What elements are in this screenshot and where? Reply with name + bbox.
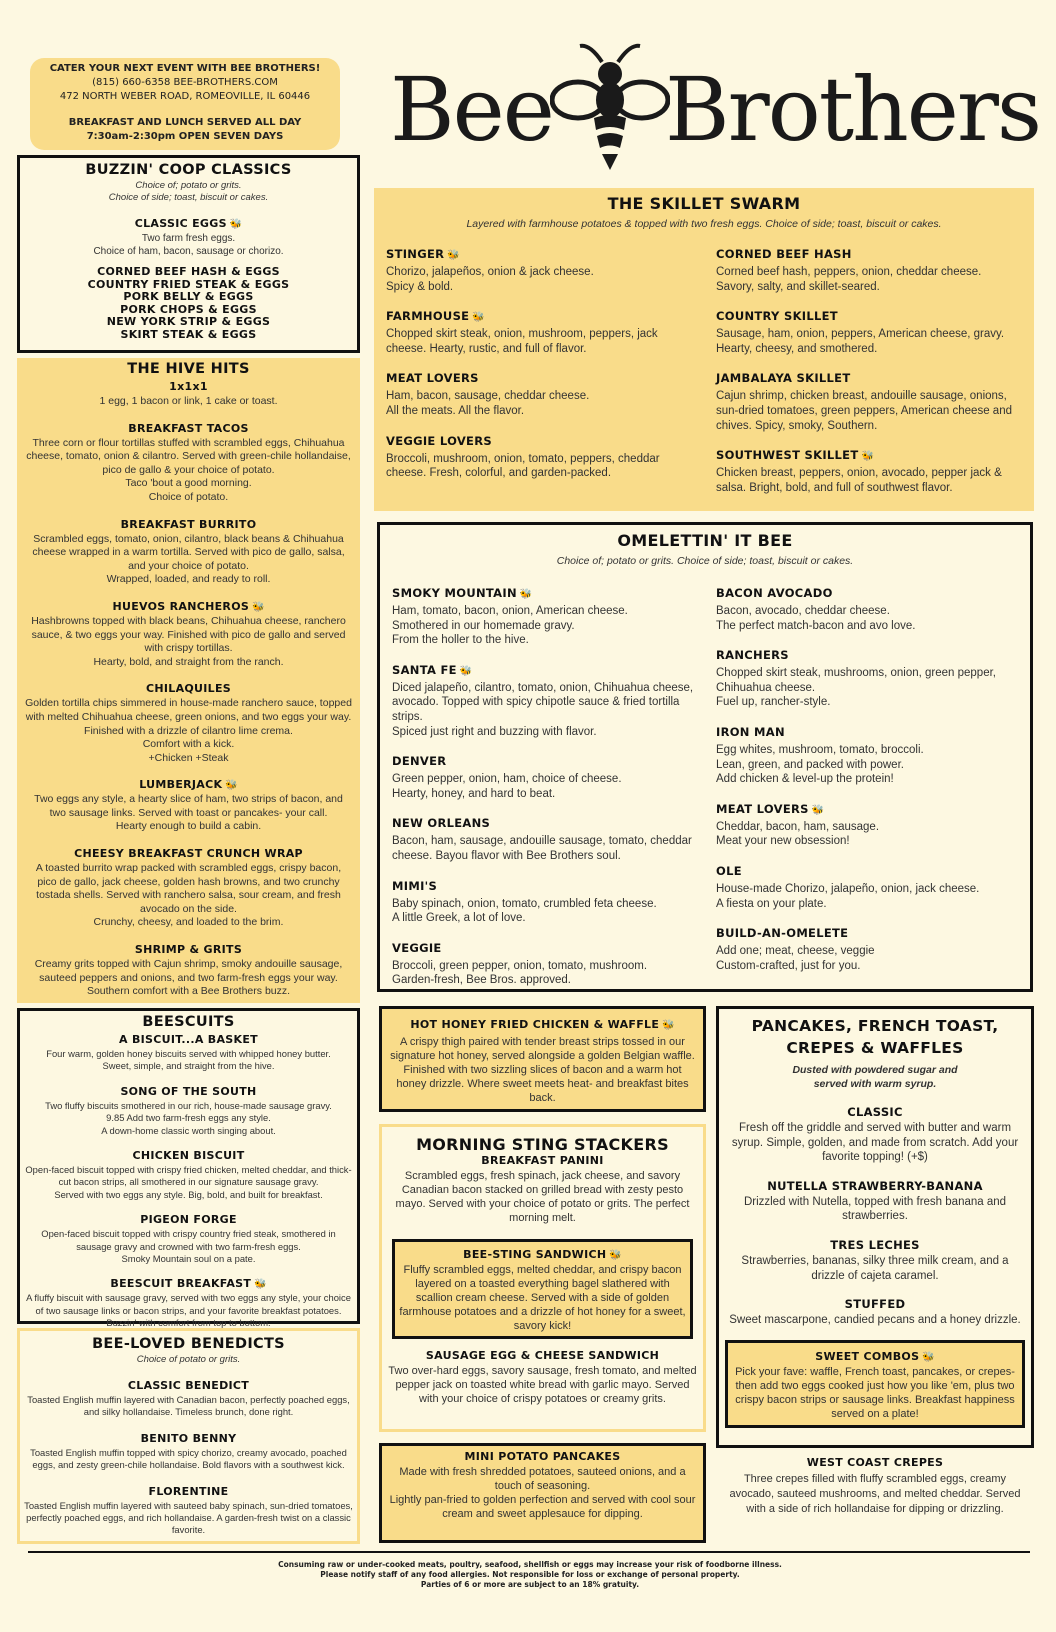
item-title-row — [725, 1177, 1025, 1195]
footer-divider — [28, 1551, 1030, 1553]
catering-badge — [30, 58, 340, 150]
skillet-left-item-desc: Chopped skirt steak, onion, mushroom, peppers, jack cheese. Hearty, rustic, and full of flavor. — [386, 328, 658, 355]
coop-list-item: COUNTRY FRIED STEAK & EGGS — [87, 277, 290, 291]
potato-pancakes-box — [379, 1443, 706, 1543]
bee-sting-desc: Fluffy scrambled eggs, melted cheddar, and crispy bacon layered on a toasted everything bagel slathered with scallion cream cheese. Served with a side of golden farmhouse potatoes and a drizzle of hot honey for a sweet, savory kick! — [399, 1264, 686, 1332]
beescuits-section — [17, 1008, 360, 1329]
item-title-row — [392, 814, 694, 832]
hive-item-desc: 1 egg, 1 bacon or link, 1 cake or toast. — [99, 395, 278, 407]
omelet-right-item-desc: Egg whites, mushroom, tomato, broccoli. Lean, green, and packed with power. Add chicken & level-up the protein! — [716, 743, 924, 786]
omelet-right-item-desc: Bacon, avocado, cheddar cheese. The perfect match-bacon and avo love. — [716, 605, 916, 632]
omelet-left-item-title: NEW ORLEANS — [392, 816, 491, 831]
bee-icon — [550, 40, 670, 180]
sausage-sandwich-desc: Two over-hard eggs, savory sausage, fresh tomato, and melted pepper jack on toasted white bread with garlic mayo. Served with your choice of crispy potatoes or creamy grits. — [388, 1365, 697, 1405]
item-title-row — [24, 1376, 353, 1394]
sweet-combos-title: SWEET COMBOS — [815, 1349, 920, 1363]
benedicts-sub: Choice of potato or grits. — [136, 1354, 241, 1365]
item-title-row — [386, 307, 692, 325]
omelet-right-item-desc: Add one; meat, cheese, veggie Custom-crafted, just for you. — [716, 945, 875, 972]
coop-list-item: PORK BELLY & EGGS — [123, 290, 254, 303]
omelet-right-item-title: OLE — [716, 863, 742, 878]
pancake-item-title: CLASSIC — [847, 1105, 903, 1119]
coop-sub2: Choice of side; toast, biscuit or cakes. — [108, 192, 269, 203]
sausage-sandwich-title: SAUSAGE EGG & CHEESE SANDWICH — [425, 1349, 660, 1362]
catering-address: 472 NORTH WEBER ROAD, ROMEOVILLE, IL 60446 — [59, 91, 311, 102]
hive-item-desc: Hashbrowns topped with black beans, Chihuahua cheese, ranchero sauce, & two eggs your way. Finished with pico de gallo and served with crispy tortillas. Hearty, bold, and straight from the ranch. — [31, 614, 346, 668]
benedict-item — [24, 1482, 353, 1537]
benedict-item-desc: Toasted English muffin layered with sauteed baby spinach, sun-dried tomatoes, perfectly poached eggs, and rich hollandaise. A garden-fresh twist on a classic favorite. — [24, 1499, 353, 1536]
hive-item — [25, 377, 352, 409]
omelet-left-item — [392, 661, 694, 739]
hive-item-desc: Scrambled eggs, tomato, onion, cilantro, black beans & Chihuahua cheese wrapped in a warm tortilla. Served with pico de gallo, salsa, and your choice of potato. Wrapped, loaded, and ready to roll. — [32, 532, 345, 586]
logo-word-brothers: Brothers — [665, 58, 1041, 161]
benedict-item-title: FLORENTINE — [148, 1484, 229, 1498]
classic-eggs-desc1: Two farm fresh eggs. — [141, 233, 236, 244]
item-title-row — [24, 1274, 353, 1292]
item-title-row — [716, 584, 1018, 602]
omelet-left-item-title: MIMI'S — [392, 878, 438, 893]
hot-honey-title: HOT HONEY FRIED CHICKEN & WAFFLE — [410, 1018, 660, 1031]
omelet-section — [377, 522, 1033, 992]
skillet-left-item-title: STINGER — [386, 247, 445, 261]
skillet-right-item — [716, 307, 1022, 356]
bee-icon: 🐝 — [811, 804, 825, 816]
omelet-title: OMELETTIN' IT BEE — [617, 531, 793, 550]
potato-pancakes-title: MINI POTATO PANCAKES — [464, 1450, 621, 1463]
bee-icon: 🐝 — [662, 1020, 675, 1031]
hive-item — [25, 597, 352, 669]
beescuit-item — [24, 1030, 353, 1073]
omelet-left-item-title: DENVER — [392, 754, 447, 769]
omelet-left-item-desc: Green pepper, onion, ham, choice of cheese. Hearty, honey, and hard to beat. — [392, 773, 622, 800]
catering-hours-line2: 7:30am-2:30pm OPEN SEVEN DAYS — [86, 131, 284, 142]
item-title-row — [24, 1429, 353, 1447]
benedict-item-title: CLASSIC BENEDICT — [127, 1379, 250, 1392]
west-coast-crepes — [722, 1456, 1028, 1517]
omelet-left-item-desc: Broccoli, green pepper, onion, tomato, mushroom. Garden-fresh, Bee Bros. approved. — [392, 959, 648, 987]
hive-item-title: CHEESY BREAKFAST CRUNCH WRAP — [74, 847, 303, 861]
bee-icon: 🐝 — [229, 219, 243, 230]
catering-phone-web: (815) 660-6358 BEE-BROTHERS.COM — [92, 77, 278, 88]
item-title-row — [716, 245, 1022, 263]
skillet-right-column — [716, 245, 1022, 508]
benedict-item-title: BENITO BENNY — [140, 1431, 237, 1445]
pancakes-sub1: Dusted with powdered sugar and — [792, 1064, 958, 1076]
crepes-title: WEST COAST CREPES — [806, 1456, 944, 1469]
pancake-item-title: NUTELLA STRAWBERRY-BANANA — [767, 1178, 983, 1193]
benedict-item-desc: Toasted English muffin topped with spicy chorizo, creamy avocado, poached eggs, and zesty green-chile hollandaise. Bold flavors with a southwest kick. — [30, 1446, 347, 1471]
omelet-left-item — [392, 814, 694, 863]
bee-icon: 🐝 — [472, 312, 485, 324]
skillet-left-item-title: MEAT LOVERS — [386, 371, 479, 386]
potato-pancakes-desc: Made with fresh shredded potatoes, sauteed onions, and a touch of seasoning. Lightly pan-fried to golden perfection and served with cool sour cream and sweet applesauce for dipping. — [389, 1466, 696, 1520]
beescuit-item-desc: Open-faced biscuit topped with crispy country fried steak, smothered in sausage gravy and crowned with two farm-fresh eggs. Smoky Mountain soul on a pate. — [41, 1228, 336, 1265]
bee-icon: 🐝 — [225, 780, 238, 792]
bee-icon: 🐝 — [519, 589, 533, 600]
item-title-row — [716, 862, 1018, 880]
skillet-right-item-title: JAMBALAYA SKILLET — [716, 371, 851, 386]
item-title-row — [386, 369, 692, 387]
omelet-sub: Choice of; potato or grits. Choice of side; toast, biscuit or cakes. — [556, 555, 854, 567]
bee-icon: 🐝 — [254, 1279, 267, 1291]
benedict-item-list — [24, 1376, 353, 1537]
item-title-row — [25, 597, 352, 615]
hive-item-title: HUEVOS RANCHEROS — [112, 599, 250, 613]
hive-item-desc: Two eggs any style, a hearty slice of ham, two strips of bacon, and two sausage links. Served with toast or pancakes- your call. Hearty enough to build a cabin. — [34, 793, 343, 833]
skillet-right-item — [716, 245, 1022, 294]
pancake-item — [725, 1236, 1025, 1283]
pancake-item — [725, 1295, 1025, 1328]
catering-headline: CATER YOUR NEXT EVENT WITH BEE BROTHERS! — [49, 63, 321, 74]
item-title-row — [392, 584, 694, 602]
omelet-left-item-title: VEGGIE — [392, 940, 442, 955]
item-title-row — [386, 432, 692, 450]
panini-desc: Scrambled eggs, fresh spinach, jack cheese, and savory Canadian bacon stacked on grilled bread with zesty pesto mayo. Served with your choice of potato or grits. The perfect morning melt. — [395, 1170, 690, 1224]
hive-item-list — [25, 377, 352, 999]
sweet-combos-box — [725, 1340, 1025, 1428]
skillet-left-item — [386, 307, 692, 356]
hive-item-desc: Golden tortilla chips simmered in house-made ranchero sauce, topped with melted Chihuahua cheese, green onions, and two eggs your way. Finished with a drizzle of cilantro lime crema. Comfort with a kick. +Chicken +Steak — [25, 697, 352, 764]
benedicts-title: BEE-LOVED BENEDICTS — [92, 1336, 285, 1352]
omelet-left-item-title: SANTA FE — [392, 662, 457, 677]
benedicts-section — [17, 1328, 360, 1544]
coop-sub1: Choice of; potato or grits. — [135, 180, 242, 191]
omelet-right-item-title: IRON MAN — [716, 724, 785, 739]
omelet-left-item-desc: Diced jalapeño, cilantro, tomato, onion, Chihuahua cheese, avocado. Topped with spicy chipotle sauce & fried tortilla strips. Spiced just right and buzzing with flavor. — [392, 681, 694, 738]
omelet-left-column — [392, 584, 694, 1001]
coop-title: BUZZIN' COOP CLASSICS — [85, 162, 292, 178]
pancakes-sub2: served with warm syrup. — [813, 1078, 937, 1090]
skillet-right-item-title: CORNED BEEF HASH — [716, 247, 852, 261]
omelet-right-item-title: MEAT LOVERS — [716, 801, 809, 816]
item-title-row — [25, 940, 352, 958]
footer-line1: Consuming raw or under-cooked meats, poultry, seafood, shellfish or eggs may increase your risk of foodborne illness. — [278, 1560, 782, 1569]
item-title-row — [716, 446, 1022, 464]
pancake-item-desc: Drizzled with Nutella, topped with fresh banana and strawberries. — [743, 1195, 1007, 1223]
skillet-right-item — [716, 446, 1022, 495]
omelet-right-item-desc: Cheddar, bacon, ham, sausage. Meat your new obsession! — [716, 820, 880, 848]
catering-hours-line1: BREAKFAST AND LUNCH SERVED ALL DAY — [68, 117, 302, 128]
coop-list-item: SKIRT STEAK & EGGS — [120, 327, 257, 341]
item-title-row — [25, 515, 352, 533]
hive-item-title: BREAKFAST BURRITO — [120, 517, 257, 531]
benedict-item-desc: Toasted English muffin layered with Canadian bacon, perfectly poached eggs, and silky hollandaise. Timeless brunch, done right. — [27, 1394, 350, 1418]
item-title-row — [25, 419, 352, 437]
item-title-row — [25, 775, 352, 793]
omelet-right-item-title: BACON AVOCADO — [716, 586, 833, 600]
omelet-right-item — [716, 924, 1018, 973]
coop-egg-list — [20, 266, 357, 341]
item-title-row — [716, 369, 1022, 387]
classic-eggs-desc2: Choice of ham, bacon, sausage or chorizo. — [93, 246, 284, 257]
omelet-right-item — [716, 646, 1018, 710]
beescuit-item-desc: A fluffy biscuit with sausage gravy, served with two eggs any style, your choice of two sausage links or bacon strips, and your favorite breakfast potatoes. Buzzin' with comfort from top to bottom. — [26, 1292, 351, 1329]
beescuit-item-desc: Two fluffy biscuits smothered in our rich, house-made sausage gravy. 9.85 Add two farm-fresh eggs any style. A down-home classic worth singing about. — [45, 1099, 332, 1136]
crepes-desc: Three crepes filled with fluffy scrambled eggs, creamy avocado, sauteed mushrooms, and melted cheddar. Served with a side of rich hollandaise for dipping or drizzling. — [729, 1473, 1021, 1515]
item-title-row — [392, 877, 694, 895]
hive-item — [25, 679, 352, 765]
skillet-right-item-desc: Chicken breast, peppers, onion, avocado, pepper jack & salsa. Bright, bold, and full of southwest flavor. — [716, 467, 1002, 494]
item-title-row — [725, 1236, 1025, 1254]
hive-item — [25, 940, 352, 999]
skillet-right-item-desc: Cajun shrimp, chicken breast, andouille sausage, onions, sun-dried tomatoes, green peppers, American cheese and chives. Spicy, smoky, Southern. — [716, 390, 1012, 432]
skillet-left-column — [386, 245, 692, 508]
item-title-row — [725, 1103, 1025, 1121]
item-title-row — [392, 939, 694, 957]
omelet-left-item — [392, 584, 694, 648]
skillet-left-item-title: VEGGIE LOVERS — [386, 433, 492, 448]
beescuit-item — [24, 1274, 353, 1329]
pancake-item-list — [725, 1103, 1025, 1328]
beescuit-item-title: BEESCUIT BREAKFAST — [110, 1277, 252, 1291]
item-title-row — [24, 1082, 353, 1100]
brand-logo — [390, 40, 1041, 180]
item-title-row — [716, 307, 1022, 325]
beescuit-item-title: PIGEON FORGE — [140, 1213, 237, 1227]
bee-icon: 🐝 — [459, 665, 473, 677]
beescuit-item — [24, 1146, 353, 1201]
benedict-item — [24, 1376, 353, 1419]
item-title-row — [25, 679, 352, 697]
hive-item-desc: A toasted burrito wrap packed with scrambled eggs, crispy bacon, pico de gallo, jack cheese, golden hash browns, and two crunchy tostada shells. Served with ranchero salsa, sour cream, and fresh avocado on the side. Crunchy, cheesy, and loaded to the brim. — [35, 862, 342, 929]
pancake-item-desc: Sweet mascarpone, candied pecans and a honey drizzle. — [729, 1314, 1021, 1327]
omelet-right-item-title: BUILD-AN-OMELETE — [716, 926, 849, 941]
panini-title: BREAKFAST PANINI — [481, 1154, 604, 1167]
omelet-right-item — [716, 584, 1018, 633]
beescuit-item-list — [24, 1030, 353, 1330]
omelet-right-item-title: RANCHERS — [716, 648, 789, 663]
item-title-row — [24, 1210, 353, 1228]
omelet-right-item — [716, 862, 1018, 911]
skillet-left-item — [386, 432, 692, 481]
skillet-left-item — [386, 369, 692, 418]
omelet-left-item-desc: Baby spinach, onion, tomato, crumbled feta cheese. A little Greek, a lot of love. — [392, 897, 657, 925]
coop-list-item: CORNED BEEF HASH & EGGS — [97, 265, 280, 278]
hive-item-desc: Creamy grits topped with Cajun shrimp, smoky andouille sausage, sauteed peppers and onions, and two farm-fresh eggs your way. Southern comfort with a Bee Brothers buzz. — [34, 958, 343, 998]
hive-item-title: CHILAQUILES — [145, 682, 232, 696]
omelet-left-item-title: SMOKY MOUNTAIN — [392, 586, 517, 600]
pancake-item — [725, 1103, 1025, 1165]
stackers-title: MORNING STING STACKERS — [416, 1135, 669, 1154]
omelet-right-item — [716, 723, 1018, 787]
hive-item-desc: Three corn or flour tortillas stuffed with scrambled eggs, Chihuahua cheese, tomato, onion & cilantro. Served with green-chile hollandaise, pico de gallo & your choice of potato. Taco 'bout a good morning. Choice of potato. — [26, 436, 351, 503]
pancake-item-title: TRES LECHES — [830, 1237, 920, 1252]
bee-icon: 🐝 — [252, 601, 265, 613]
skillet-right-item-desc: Corned beef hash, peppers, onion, cheddar cheese. Savory, salty, and skillet-seared. — [716, 266, 982, 293]
hive-item-title: BREAKFAST TACOS — [128, 421, 249, 435]
stackers-section — [379, 1124, 706, 1432]
hive-item — [25, 844, 352, 930]
skillet-sub: Layered with farmhouse potatoes & topped with two fresh eggs. Choice of side; toast, biscuit or cakes. — [466, 218, 942, 230]
omelet-left-item — [392, 752, 694, 801]
bee-icon: 🐝 — [609, 1250, 622, 1261]
omelet-left-item-desc: Bacon, ham, sausage, andouille sausage, tomato, cheddar cheese. Bayou flavor with Bee Brothers soul. — [392, 835, 692, 862]
bee-icon: 🐝 — [861, 451, 874, 463]
skillet-left-item-desc: Broccoli, mushroom, onion, tomato, peppers, cheddar cheese. Fresh, colorful, and garden-packed. — [386, 452, 660, 480]
item-title-row — [392, 752, 694, 770]
skillet-right-item — [716, 369, 1022, 433]
footer-disclaimer — [30, 1560, 1030, 1590]
beescuit-item — [24, 1210, 353, 1265]
item-title-row — [386, 245, 692, 263]
beescuit-item-title: A BISCUIT...A BASKET — [119, 1033, 258, 1046]
item-title-row — [725, 1295, 1025, 1313]
beescuit-item-desc: Four warm, golden honey biscuits served with whipped honey butter. Sweet, simple, and straight from the hive. — [46, 1048, 331, 1072]
bee-icon: 🐝 — [447, 250, 460, 261]
beescuit-item — [24, 1082, 353, 1137]
skillet-left-item — [386, 245, 692, 294]
pancakes-section — [716, 1006, 1034, 1448]
bee-sting-title: BEE-STING SANDWICH — [463, 1248, 607, 1261]
coop-list-item: NEW YORK STRIP & EGGS — [106, 315, 271, 328]
omelet-left-item-desc: Ham, tomato, bacon, onion, American cheese. Smothered in our homemade gravy. From the holler to the hive. — [392, 605, 628, 647]
benedict-item — [24, 1429, 353, 1472]
coop-list-item: PORK CHOPS & EGGS — [120, 302, 257, 316]
beescuits-title: BEESCUITS — [142, 1014, 235, 1030]
hive-item-title: LUMBERJACK — [139, 778, 223, 792]
item-title-row — [716, 723, 1018, 741]
logo-word-bee: Bee — [390, 58, 553, 161]
omelet-right-item — [716, 800, 1018, 849]
skillet-left-item-desc: Ham, bacon, sausage, cheddar cheese. All the meats. All the flavor. — [386, 390, 590, 417]
omelet-left-item — [392, 939, 694, 988]
beescuit-item-title: SONG OF THE SOUTH — [120, 1084, 257, 1098]
item-title-row — [392, 661, 694, 679]
footer-line3: Parties of 6 or more are subject to an 18% gratuity. — [420, 1580, 640, 1589]
item-title-row — [24, 1482, 353, 1500]
skillet-left-item-desc: Chorizo, jalapeños, onion & jack cheese. Spicy & bold. — [386, 266, 594, 293]
pancake-item-desc: Strawberries, bananas, silky three milk cream, and a drizzle of cajeta caramel. — [741, 1254, 1009, 1282]
skillet-right-item-title: COUNTRY SKILLET — [716, 309, 838, 324]
item-title-row — [716, 800, 1018, 818]
pancake-item-title: STUFFED — [844, 1297, 906, 1312]
skillet-right-item-title: SOUTHWEST SKILLET — [716, 448, 859, 463]
item-title-row — [24, 1146, 353, 1164]
hive-item — [25, 775, 352, 834]
item-title-row — [25, 844, 352, 862]
coop-classics-section — [17, 155, 360, 353]
item-title-row — [716, 646, 1018, 664]
bee-sting-sandwich-box — [392, 1239, 693, 1339]
footer-line2: Please notify staff of any food allergies. Not responsible for loss or exchange of personal property. — [320, 1570, 740, 1579]
hive-item-title: 1x1x1 — [169, 380, 208, 393]
skillet-left-item-title: FARMHOUSE — [386, 309, 470, 324]
omelet-left-item — [392, 877, 694, 926]
skillet-swarm-section — [374, 188, 1034, 511]
hot-honey-waffle-box — [379, 1006, 706, 1112]
omelet-right-column — [716, 584, 1018, 1001]
skillet-right-item-desc: Sausage, ham, onion, peppers, American cheese, gravy. Hearty, cheesy, and smothered. — [716, 328, 1005, 355]
item-title-row — [24, 1030, 353, 1048]
beescuit-item-title: CHICKEN BISCUIT — [132, 1149, 245, 1163]
hive-hits-section — [17, 358, 360, 1003]
beescuit-item-desc: Open-faced biscuit topped with crispy fried chicken, melted cheddar, and thick-cut bacon strips, all smothered in our signature sausage gravy. Served with two eggs any style. Big, bold, and built for breakfast. — [25, 1164, 352, 1200]
hot-honey-desc: A crispy thigh paired with tender breast strips tossed in our signature hot honey, served alongside a golden Belgian waffle. Finished with two sizzling slices of bacon and a warm hot honey drizzle. Where sweet meets heat- and breakfast bites back. — [390, 1036, 695, 1104]
hive-item-title: SHRIMP & GRITS — [134, 943, 243, 957]
pancake-item — [725, 1177, 1025, 1224]
pancake-item-desc: Fresh off the griddle and served with butter and warm syrup. Simple, golden, and made from scratch. Add your favorite topping! (+$) — [731, 1122, 1019, 1164]
pancakes-title-line2: CREPES & WAFFLES — [786, 1039, 964, 1057]
item-title-row — [25, 377, 352, 395]
pancakes-title-line1: PANCAKES, FRENCH TOAST, — [751, 1017, 999, 1035]
hive-item — [25, 515, 352, 587]
hive-item — [25, 419, 352, 505]
skillet-title: THE SKILLET SWARM — [607, 194, 801, 213]
classic-eggs-title: CLASSIC EGGS — [134, 217, 227, 230]
omelet-right-item-desc: Chopped skirt steak, mushrooms, onion, green pepper, Chihuahua cheese. Fuel up, rancher-style. — [716, 667, 996, 709]
item-title-row — [716, 924, 1018, 942]
bee-icon: 🐝 — [922, 1351, 935, 1363]
omelet-right-item-desc: House-made Chorizo, jalapeño, onion, jack cheese. A fiesta on your plate. — [716, 882, 980, 910]
sweet-combos-desc: Pick your fave: waffle, French toast, pancakes, or crepes- then add two eggs cooked just how you like 'em, plus two crispy bacon strips or sausage links. Breakfast happiness served on a plate! — [735, 1365, 1015, 1420]
hive-title: THE HIVE HITS — [127, 361, 250, 377]
